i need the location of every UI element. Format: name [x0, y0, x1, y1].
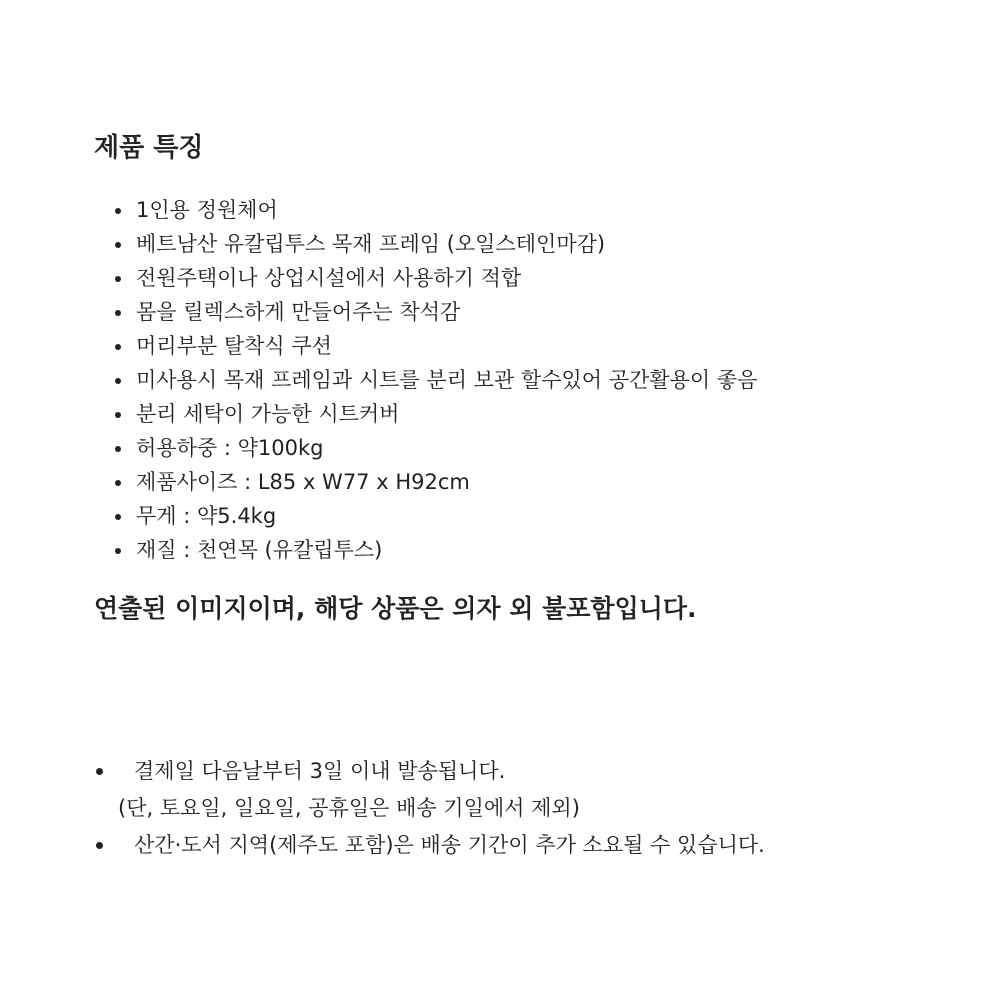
- shipping-info-list: [94, 753, 765, 864]
- feature-item: 미사용시 목재 프레임과 시트를 분리 보관 할수있어 공간활용이 좋음: [94, 363, 757, 397]
- feature-item: 제품사이즈 : L85 x W77 x H92cm: [94, 465, 757, 499]
- feature-item: 허용하중 : 약100kg: [94, 431, 757, 465]
- shipping-dispatch-note: (단, 토요일, 일요일, 공휴일은 배송 기일에서 제외): [118, 796, 580, 820]
- feature-item: 재질 : 천연목 (유칼립투스): [94, 533, 757, 567]
- feature-item: 전원주택이나 상업시설에서 사용하기 적합: [94, 261, 757, 295]
- image-notice: 연출된 이미지이며, 해당 상품은 의자 외 불포함입니다.: [94, 594, 697, 623]
- shipping-item-dispatch: [94, 753, 765, 827]
- feature-item: 1인용 정원체어: [94, 193, 757, 227]
- shipping-dispatch-text: 결제일 다음날부터 3일 이내 발송됩니다.: [134, 759, 506, 783]
- feature-item: 무게 : 약5.4kg: [94, 499, 757, 533]
- feature-item: 머리부분 탈착식 쿠션: [94, 329, 757, 363]
- feature-item: 분리 세탁이 가능한 시트커버: [94, 397, 757, 431]
- feature-list: [94, 193, 757, 567]
- shipping-item-remote-area: 산간·도서 지역(제주도 포함)은 배송 기간이 추가 소요될 수 있습니다.: [94, 827, 765, 864]
- feature-item: 몸을 릴렉스하게 만들어주는 착석감: [94, 295, 757, 329]
- section-title: 제품 특징: [94, 133, 204, 163]
- feature-item: 베트남산 유칼립투스 목재 프레임 (오일스테인마감): [94, 227, 757, 261]
